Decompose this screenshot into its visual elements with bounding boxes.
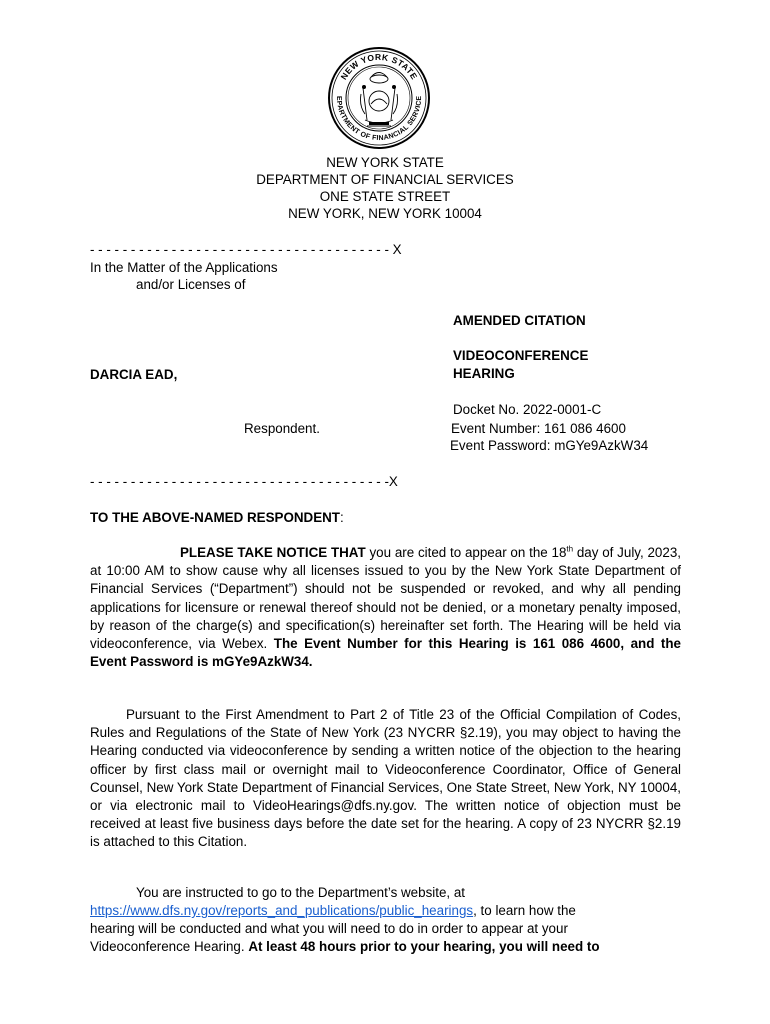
respondent-label: Respondent. — [244, 421, 320, 436]
header-line-department: DEPARTMENT OF FINANCIAL SERVICES — [256, 172, 514, 187]
website-line-1: You are instructed to go to the Department’s website, at — [136, 885, 466, 900]
header-line-city: NEW YORK, NEW YORK 10004 — [288, 206, 482, 221]
notice-text-a: you are cited to appear on the 18 — [365, 545, 567, 560]
hearing-type-line-1: VIDEOCONFERENCE — [453, 348, 589, 363]
addressee — [90, 509, 344, 526]
matter-line-2: and/or Licenses of — [136, 277, 246, 292]
notice-sup: th — [566, 544, 574, 554]
seal-graphic — [327, 46, 431, 150]
docket-number: Docket No. 2022-0001-C — [453, 402, 602, 417]
event-number: Event Number: 161 086 4600 — [451, 421, 626, 436]
website-after-link: , to learn how the — [473, 903, 576, 918]
notice-paragraph — [90, 544, 681, 671]
addressee-colon: : — [339, 510, 344, 525]
caption-divider-bottom: - - - - - - - - - - - - - - - - - - - - - - - - - - - - - - - - - - - - -X — [90, 474, 398, 489]
event-password: Event Password: mGYe9AzkW34 — [450, 438, 649, 453]
header-line-state: NEW YORK STATE — [326, 155, 444, 170]
notice-bold-tail: The Event Number for this Hearing is 161 086 4600, and the Event Password is mGYe9AzkW34. — [90, 636, 681, 670]
addressee-text: TO THE ABOVE-NAMED RESPONDENT — [90, 510, 340, 525]
header-line-street: ONE STATE STREET — [319, 189, 451, 204]
objection-paragraph: Pursuant to the First Amendment to Part 2 of Title 23 of the Official Compilation of Codes, Rules and Regulations of the State of New York (23 NYCRR §2.19), you may object to having the Hearing conducted via videoconference by sending a written notice of the objection to the hearing officer by first class mail or overnight mail to Videoconference Coordinator, Office of General Counsel, New York State Department of Financial Services, One State Street, New York, NY 10004, or via electronic mail to VideoHearings@dfs.ny.gov. The written notice of objection must be received at least five business days before the date set for the hearing. A copy of 23 NYCRR §2.19 is attached to this Citation. — [90, 707, 681, 850]
citation-title: AMENDED CITATION — [453, 313, 586, 328]
matter-line-1: In the Matter of the Applications — [90, 260, 278, 275]
caption-divider-top: - - - - - - - - - - - - - - - - - - - - - - - - - - - - - - - - - - - - - X — [90, 242, 402, 257]
website-line-2 — [90, 902, 576, 920]
dfs-seal — [327, 46, 431, 150]
website-line-4-plain: Videoconference Hearing. — [90, 939, 249, 954]
website-line-4-bold: At least 48 hours prior to your hearing, you will need to — [248, 939, 600, 954]
notice-lead: PLEASE TAKE NOTICE THAT — [180, 545, 366, 560]
website-line-3: hearing will be conducted and what you will need to do in order to appear at your — [90, 921, 568, 936]
website-line-4 — [90, 938, 600, 956]
respondent-name: DARCIA EAD, — [90, 367, 178, 382]
public-hearings-link[interactable]: https://www.dfs.ny.gov/reports_and_publications/public_hearings — [90, 903, 474, 918]
svg-text:NEW YORK STATE: NEW YORK STATE — [338, 51, 420, 82]
notice-text-b: day of July, 2023, at 10:00 AM to show cause why all licenses issued to you by the New York State Department of Financial Services (“Department”) should not be suspended or revoked, and why all pending applications for licensure or renewal thereof should not be denied, or a monetary penalty imposed, by reason of the charge(s) and specification(s) hereinafter set forth. The Hearing will be held via videoconference, via Webex. — [90, 545, 681, 652]
hearing-type-line-2: HEARING — [453, 366, 515, 381]
svg-text:DEPARTMENT OF FINANCIAL SERVIC: EPARTMENT OF FINANCIAL SERVICE — [334, 95, 424, 143]
